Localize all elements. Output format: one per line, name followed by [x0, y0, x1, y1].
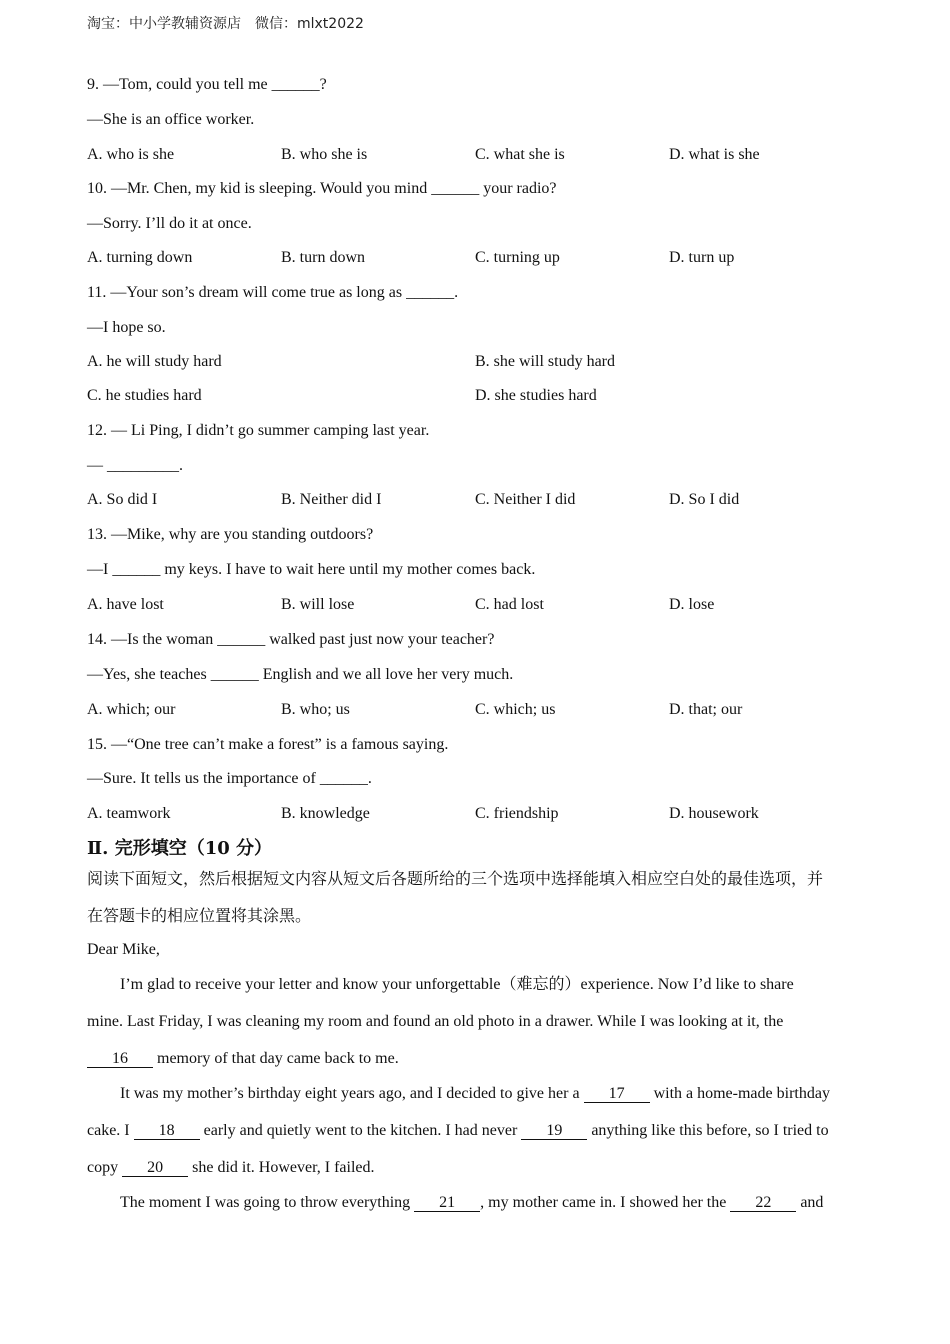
option-a: A. have lost [87, 596, 164, 613]
option-a: A. So did I [87, 491, 158, 508]
page-header [87, 13, 364, 33]
blank-18: 18 [134, 1122, 200, 1140]
option-b: B. who she is [281, 146, 368, 163]
question-13-stem: 13. —Mike, why are you standing outdoors? [87, 526, 374, 543]
question-12-options [87, 490, 887, 510]
option-c: C. which; us [475, 701, 556, 718]
section-title-cloze: Ⅱ. 完形填空（10 分） [87, 838, 273, 859]
option-d: D. that; our [669, 701, 743, 718]
question-13-options [87, 595, 887, 615]
text-segment: memory of that day came back to me. [153, 1050, 399, 1067]
option-d: D. what is she [669, 146, 760, 163]
question-12-stem: 12. — Li Ping, I didn’t go summer camping last year. [87, 422, 430, 439]
paragraph-2-line-1 [120, 1084, 830, 1104]
option-a: A. who is she [87, 146, 175, 163]
paragraph-1-line-1: I’m glad to receive your letter and know your unforgettable（难忘的）experience. Now I’d like to share [120, 976, 794, 993]
question-11-options-row2 [87, 386, 887, 406]
option-d: D. housework [669, 805, 759, 822]
option-a: A. teamwork [87, 805, 171, 822]
option-d: D. So I did [669, 491, 740, 508]
paragraph-2-line-2 [87, 1121, 829, 1141]
blank-22: 22 [730, 1194, 796, 1212]
cloze-instructions-1: 阅读下面短文，然后根据短文内容从短文后各题所给的三个选项中选择能填入相应空白处的最佳选项，并 [87, 869, 824, 888]
text-segment: early and quietly went to the kitchen. I had never [199, 1122, 522, 1139]
option-c: C. turning up [475, 249, 560, 266]
option-b: B. she will study hard [475, 353, 615, 370]
option-c: C. had lost [475, 596, 544, 613]
question-12-reply: — _________. [87, 457, 183, 474]
option-a: A. he will study hard [87, 353, 222, 370]
text-segment: anything like this before, so I tried to [587, 1122, 829, 1139]
question-15-reply: —Sure. It tells us the importance of ______. [87, 770, 372, 787]
text-segment: cake. I [87, 1122, 134, 1139]
text-segment: she did it. However, I failed. [188, 1159, 375, 1176]
option-d: D. turn up [669, 249, 735, 266]
option-b: B. knowledge [281, 805, 370, 822]
paragraph-2-line-3 [87, 1158, 375, 1178]
letter-greeting: Dear Mike, [87, 941, 160, 958]
question-10-reply: —Sorry. I’ll do it at once. [87, 215, 252, 232]
question-14-stem: 14. —Is the woman ______ walked past just now your teacher? [87, 631, 495, 648]
paragraph-1-line-3 [87, 1049, 399, 1069]
question-11-reply: —I hope so. [87, 319, 166, 336]
option-d: D. she studies hard [475, 387, 597, 404]
question-9-stem: 9. —Tom, could you tell me ______? [87, 76, 327, 93]
option-a: A. which; our [87, 701, 176, 718]
blank-19: 19 [521, 1122, 587, 1140]
text-segment: with a home-made birthday [649, 1085, 830, 1102]
question-9-options [87, 145, 887, 165]
option-b: B. Neither did I [281, 491, 382, 508]
option-c: C. what she is [475, 146, 565, 163]
question-10-options [87, 248, 887, 268]
question-10-stem: 10. —Mr. Chen, my kid is sleeping. Would you mind ______ your radio? [87, 180, 557, 197]
question-14-options [87, 700, 887, 720]
paragraph-3-line-1 [120, 1193, 823, 1213]
question-15-options [87, 804, 887, 824]
paragraph-1-line-2: mine. Last Friday, I was cleaning my room and found an old photo in a drawer. While I was looking at it, the [87, 1013, 784, 1030]
option-b: B. will lose [281, 596, 355, 613]
question-9-reply: —She is an office worker. [87, 111, 255, 128]
question-14-reply: —Yes, she teaches ______ English and we all love her very much. [87, 666, 514, 683]
option-d: D. lose [669, 596, 715, 613]
option-b: B. turn down [281, 249, 365, 266]
blank-20: 20 [122, 1159, 188, 1177]
option-c: C. he studies hard [87, 387, 202, 404]
shop-label: 淘宝：中小学教辅资源店 [87, 16, 241, 32]
option-b: B. who; us [281, 701, 350, 718]
cloze-instructions-2: 在答题卡的相应位置将其涂黑。 [87, 906, 312, 925]
blank-21: 21 [414, 1194, 480, 1212]
option-c: C. Neither I did [475, 491, 576, 508]
option-a: A. turning down [87, 249, 193, 266]
text-segment: It was my mother’s birthday eight years ago, and I decided to give her a [120, 1085, 584, 1102]
text-segment: copy [87, 1159, 123, 1176]
blank-17: 17 [584, 1085, 650, 1103]
text-segment: The moment I was going to throw everything [120, 1194, 415, 1211]
blank-16: 16 [87, 1050, 153, 1068]
question-13-reply: —I ______ my keys. I have to wait here until my mother comes back. [87, 561, 536, 578]
question-11-options-row1 [87, 352, 887, 372]
text-segment: and [796, 1194, 824, 1211]
wechat-label: 微信：mlxt2022 [255, 16, 364, 32]
question-11-stem: 11. —Your son’s dream will come true as long as ______. [87, 284, 459, 301]
text-segment: , my mother came in. I showed her the [480, 1194, 731, 1211]
option-c: C. friendship [475, 805, 559, 822]
question-15-stem: 15. —“One tree can’t make a forest” is a famous saying. [87, 736, 449, 753]
